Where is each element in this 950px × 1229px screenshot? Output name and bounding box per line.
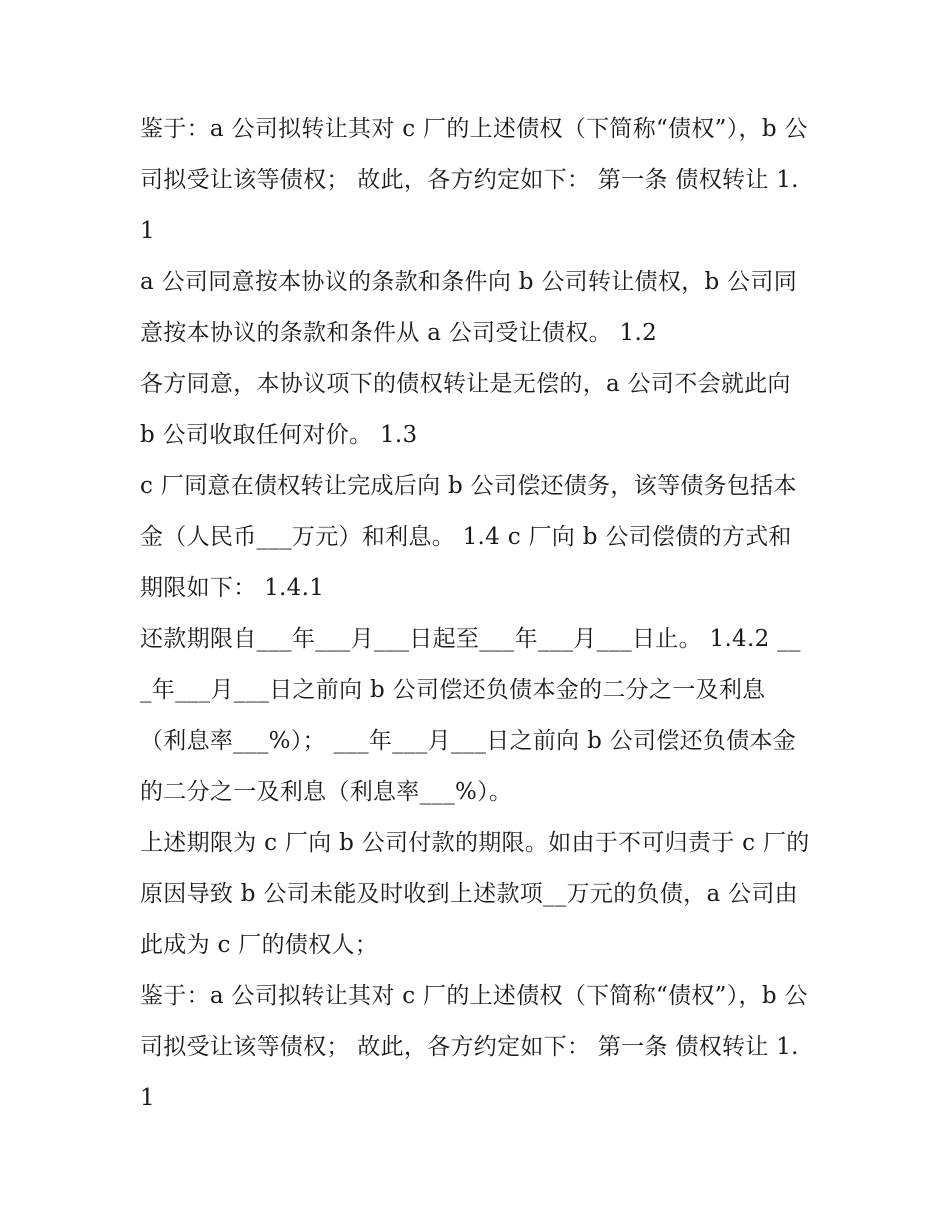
paragraph-clause-1-3: c 厂同意在债权转让完成后向 b 公司偿还债务，该等债务包括本金（人民币___万元）和利息。 1.4 c 厂向 b 公司偿债的方式和期限如下： 1.4.1 bbox=[140, 473, 797, 601]
paragraph-clause-1-2: 各方同意，本协议项下的债权转让是无偿的，a 公司不会就此向 b 公司收取任何对价。 1.3 bbox=[140, 371, 791, 448]
paragraph-payment-terms: 上述期限为 c 厂向 b 公司付款的期限。如由于不可归责于 c 厂的原因导致 b 公司未能及时收到上述款项__万元的负债，a 公司由此成为 c 厂的债权人； bbox=[140, 830, 810, 958]
paragraph-clause-1-4: 还款期限自___年___月___日起至___年___月___日止。 1.4.2 ___年___月___日之前向 b 公司偿还负债本金的二分之一及利息（利息率___%）； ___年___月___日之前向 b 公司偿还负债本金的二分之一及利息（利息率___%）。 bbox=[140, 626, 801, 805]
document-body bbox=[140, 104, 812, 1124]
paragraph-recital-repeat: 鉴于：a 公司拟转让其对 c 厂的上述债权（下简称“债权”），b 公司拟受让该等债权； 故此，各方约定如下： 第一条 债权转让 1.1 bbox=[140, 983, 808, 1111]
paragraph-clause-1-1: a 公司同意按本协议的条款和条件向 b 公司转让债权，b 公司同意按本协议的条款和条件从 a 公司受让债权。 1.2 bbox=[140, 269, 798, 346]
paragraph-recital: 鉴于：a 公司拟转让其对 c 厂的上述债权（下简称“债权”），b 公司拟受让该等债权； 故此，各方约定如下： 第一条 债权转让 1.1 bbox=[140, 116, 808, 244]
